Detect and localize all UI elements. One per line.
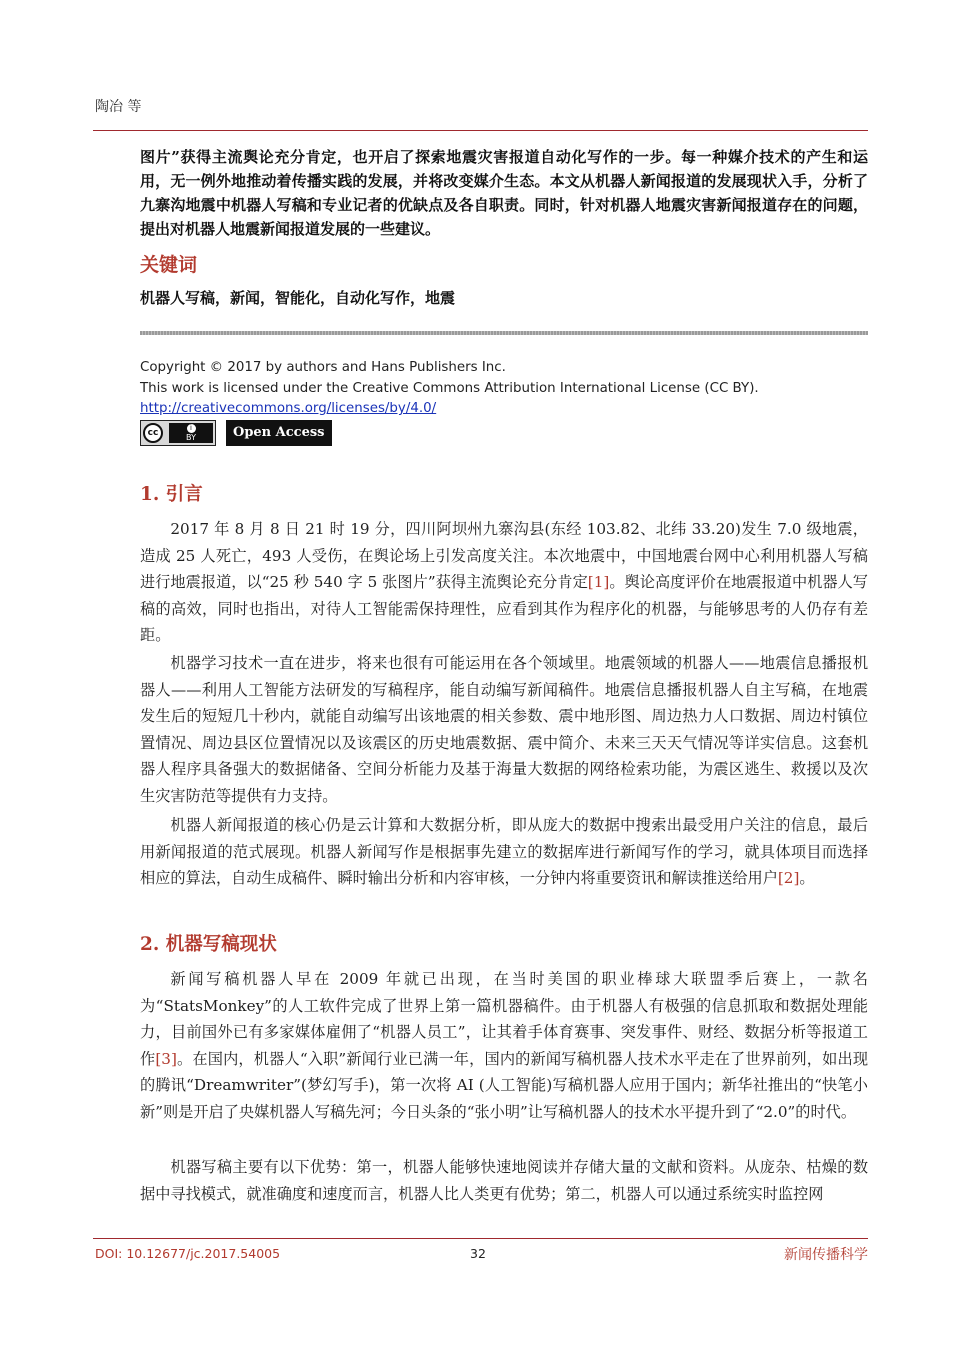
open-access-badge[interactable]: Open Access (226, 420, 332, 446)
journal-name: 新闻传播科学 (784, 1247, 868, 1263)
abstract-continuation: 图片”获得主流舆论充分肯定，也开启了探索地震灾害报道自动化写作的一步。每一种媒介技术的产生和运用，无一例外地推动着传播实践的发展，并将改变媒介生态。本文从机器人新闻报道的发展现状入手，分析了九寨沟地震中机器人写稿和专业记者的优缺点及各自职责。同时，针对机器人地震灾害新闻报道存在的问题，提出对机器人地震新闻报道发展的一些建议。 (140, 148, 868, 238)
cc-by-badge[interactable] (140, 420, 216, 446)
paragraph-text: 。舆论高度评价在地震报道中机器人写稿的高效，同时也指出，对待人工智能需保持理性，应看到其作为程序化的机器，与能够思考的人仍存有差距。 (140, 573, 868, 645)
keywords-list: 机器人写稿，新闻，智能化，自动化写作，地震 (140, 289, 456, 307)
header-divider (93, 130, 868, 131)
section-1-paragraph-3 (140, 812, 868, 892)
section-2-paragraph-2: 机器写稿主要有以下优势：第一，机器人能够快速地阅读并存储大量的文献和资料。从庞杂、枯燥的数据中寻找模式，就准确度和速度而言，机器人比人类更有优势；第二，机器人可以通过系统实时监控网 (140, 1158, 868, 1203)
paragraph-text: 新闻写稿机器人早在 2009 年就已出现，在当时美国的职业棒球大联盟季后赛上，一款名为“StatsMonkey”的人工软件完成了世界上第一篇机器稿件。由于机器人有极强的信息抓取和数据处理能力，目前国外已有多家媒体雇佣了“机器人员工”，让其着手体育赛事、突发事件、财经、数据分析等报道工作 (140, 970, 868, 1068)
page-number: 32 (470, 1246, 486, 1261)
cc-icon: cc (143, 423, 163, 443)
paragraph-text: 机器人新闻报道的核心仍是云计算和大数据分析，即从庞大的数据中搜索出最受用户关注的信息，最后用新闻报道的范式展现。机器人新闻写作是根据事先建立的数据库进行新闻写作的学习，就具体项目而选择相应的算法，自动生成稿件、瞬时输出分析和内容审核，一分钟内将重要资讯和解读推送给用户 (140, 816, 868, 888)
license-link[interactable]: http://creativecommons.org/licenses/by/4.0/ (140, 401, 437, 416)
license-line: This work is licensed under the Creative Commons Attribution International License (CC BY). (140, 380, 759, 396)
person-icon: i (187, 424, 196, 433)
footer-divider (93, 1238, 868, 1239)
copyright-block (140, 358, 868, 420)
citation-link[interactable]: [3] (155, 1049, 177, 1068)
section-1-paragraph-2: 机器学习技术一直在进步，将来也很有可能运用在各个领域里。地震领域的机器人——地震信息播报机器人——利用人工智能方法研发的写稿程序，能自动编写新闻稿件。地震信息播报机器人自主写稿，在地震发生后的短短几十秒内，就能自动编写出该地震的相关参数、震中地形图、周边热力人口数据、周边村镇位置情况、周边县区位置情况以及该震区的历史地震数据、震中简介、未来三天天气情况等详实信息。这套机器人程序具备强大的数据储备、空间分析能力及基于海量大数据的网络检索功能，为震区逃生、救援以及次生灾害防范等提供有力支持。 (140, 654, 868, 805)
citation-link[interactable]: [1] (587, 573, 610, 592)
by-label: BY (186, 433, 196, 442)
copyright-line: Copyright © 2017 by authors and Hans Publishers Inc. (140, 360, 506, 375)
section-2-heading: 2. 机器写稿现状 (140, 934, 277, 955)
paragraph-text: 。 (799, 869, 815, 888)
attribution-icon (169, 423, 213, 443)
keywords-heading: 关键词 (140, 254, 198, 276)
paragraph-text: 2017 年 8 月 8 日 21 时 19 分，四川阿坝州九寨沟县(东经 103.82、北纬 33.20)发生 7.0 级地震，造成 25 人死亡，493 人受伤，在舆论场上引发高度关注。本次地震中，中国地震台网中心利用机器人写稿进行地震报道，以“25 秒 540 字 5 张图片”获得主流舆论充分肯定 (140, 520, 868, 592)
section-1-paragraph-1 (140, 516, 868, 649)
section-2-paragraph-1 (140, 966, 868, 1126)
section-divider (140, 331, 868, 335)
paragraph-text: 。在国内，机器人“入职”新闻行业已满一年，国内的新闻写稿机器人技术水平走在了世界前列，如出现的腾讯“Dreamwriter”(梦幻写手)，第一次将 AI (人工智能)写稿机器人应用于国内；新华社推出的“快笔小新”则是开启了央媒机器人写稿先河；今日头条的“张小明”让写稿机器人的技术水平提升到了“2.0”的时代。 (140, 1049, 869, 1121)
footer-doi[interactable]: DOI: 10.12677/jc.2017.54005 (95, 1246, 281, 1261)
section-1-heading: 1. 引言 (140, 484, 203, 505)
citation-link[interactable]: [2] (777, 869, 800, 888)
running-header-authors: 陶冶 等 (95, 99, 142, 115)
